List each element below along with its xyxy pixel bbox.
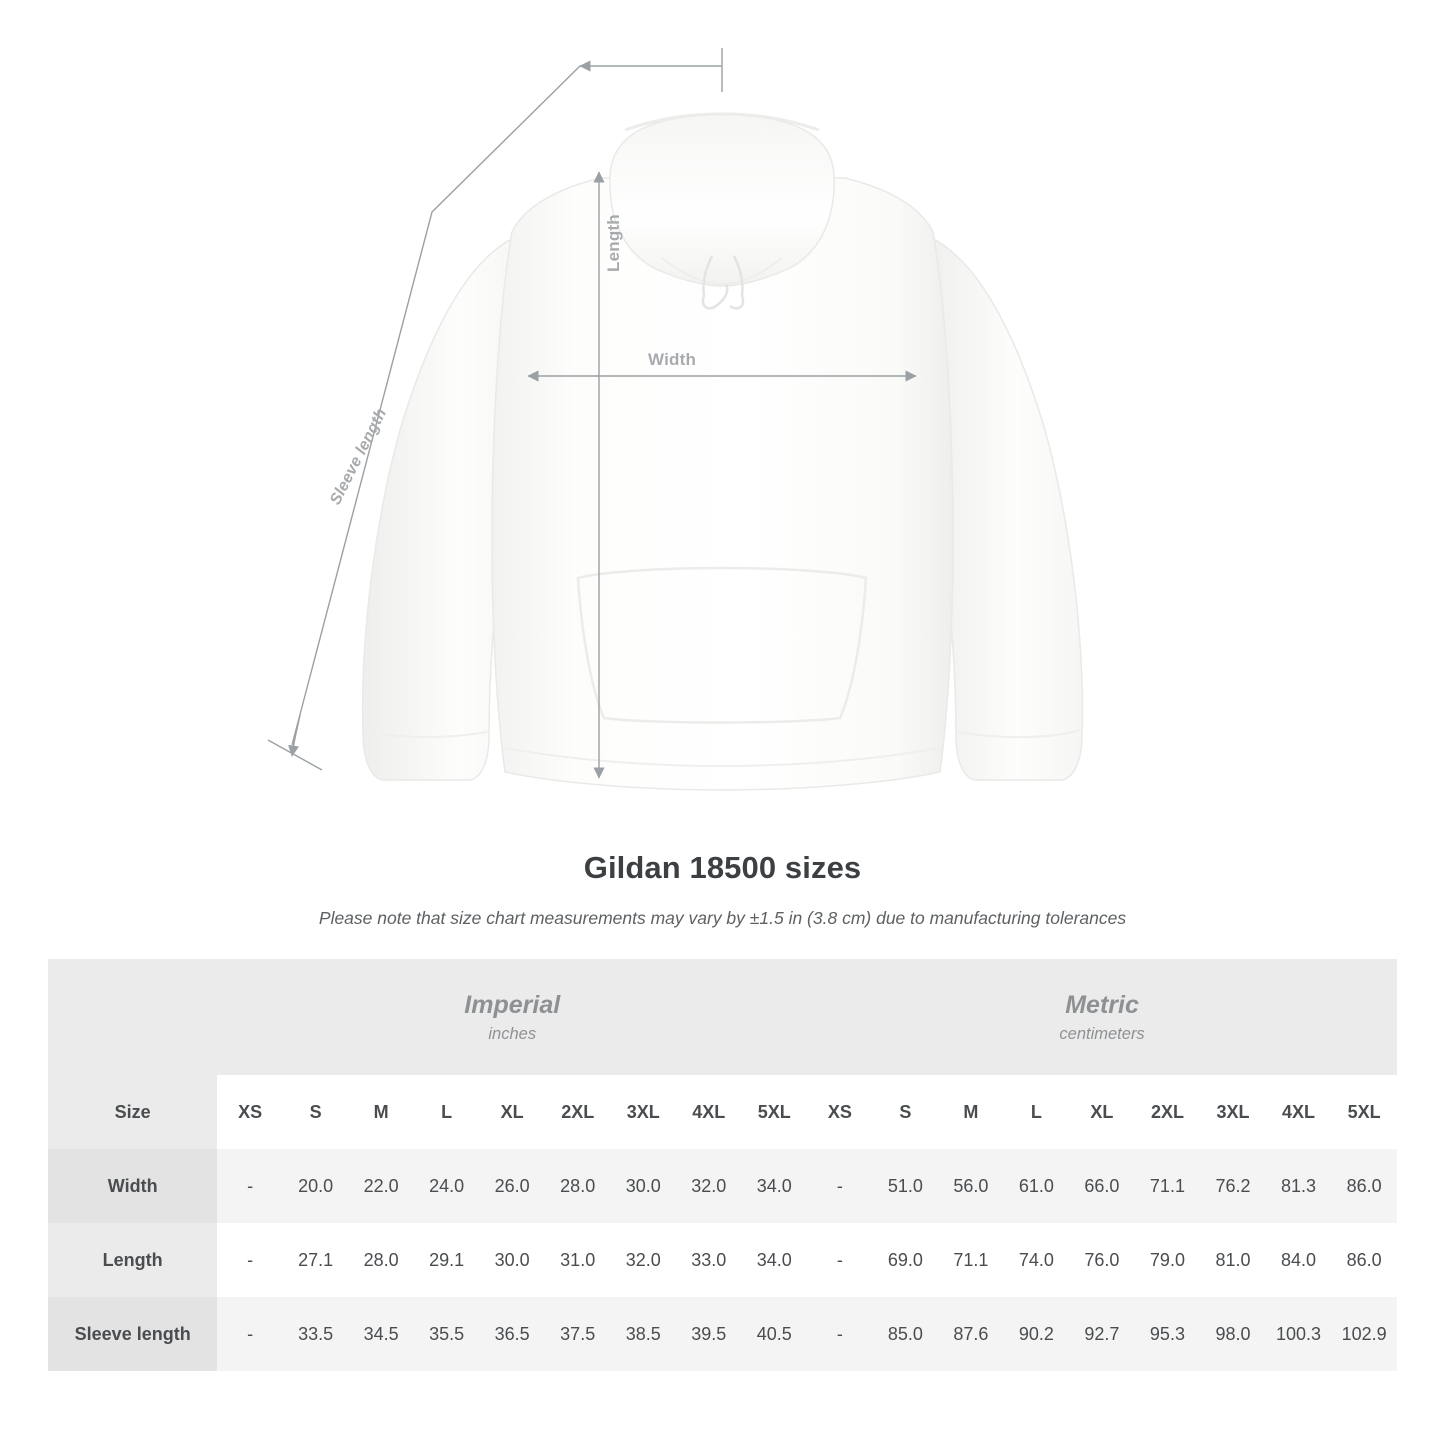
unit-header-imperial [217, 959, 807, 1075]
cell-length-metric: 69.0 [873, 1223, 939, 1297]
cell-sleeve-metric: 98.0 [1200, 1297, 1266, 1371]
cell-length-metric: 81.0 [1200, 1223, 1266, 1297]
cell-length-imperial: 27.1 [283, 1223, 349, 1297]
cell-width-imperial: 34.0 [741, 1149, 807, 1223]
cell-length-metric: 71.1 [938, 1223, 1004, 1297]
size-header-cell: M [348, 1075, 414, 1149]
size-header-cell: L [1004, 1075, 1070, 1149]
cell-sleeve-imperial: 35.5 [414, 1297, 480, 1371]
unit-name-metric: Metric [1065, 990, 1139, 1019]
title-block [0, 850, 1445, 929]
hoodie-shape [363, 114, 1083, 790]
size-header-cell: 4XL [676, 1075, 742, 1149]
width-dimension-label: Width [648, 350, 697, 369]
cell-sleeve-imperial: 34.5 [348, 1297, 414, 1371]
cell-sleeve-metric: 85.0 [873, 1297, 939, 1371]
cell-width-metric: 56.0 [938, 1149, 1004, 1223]
cell-sleeve-imperial: 36.5 [479, 1297, 545, 1371]
measurement-tolerance-note: Please note that size chart measurements may vary by ±1.5 in (3.8 cm) due to manufacturing tolerances [318, 908, 1127, 928]
size-header-cell: 2XL [1135, 1075, 1201, 1149]
cell-width-imperial: 30.0 [610, 1149, 676, 1223]
cell-length-imperial: 32.0 [610, 1223, 676, 1297]
size-table [48, 959, 1397, 1371]
cell-width-metric: 66.0 [1069, 1149, 1135, 1223]
cell-sleeve-imperial: 38.5 [610, 1297, 676, 1371]
size-header-cell: S [873, 1075, 939, 1149]
cell-sleeve-imperial: 37.5 [545, 1297, 611, 1371]
sleeve-length-dimension-label: Sleeve length [327, 405, 391, 508]
size-header-cell: 3XL [1200, 1075, 1266, 1149]
cell-width-metric: 81.3 [1266, 1149, 1332, 1223]
cell-width-metric: 76.2 [1200, 1149, 1266, 1223]
cell-sleeve-metric: 90.2 [1004, 1297, 1070, 1371]
cell-length-imperial: 31.0 [545, 1223, 611, 1297]
size-header-cell: XS [217, 1075, 283, 1149]
size-header-cell: S [283, 1075, 349, 1149]
size-header-cell: 5XL [1331, 1075, 1397, 1149]
unit-header-spacer [48, 959, 217, 1075]
cell-length-metric: 76.0 [1069, 1223, 1135, 1297]
row-header-size: Size [48, 1075, 217, 1149]
cell-length-metric: 86.0 [1331, 1223, 1397, 1297]
cell-sleeve-imperial: - [217, 1297, 283, 1371]
cell-width-imperial: 32.0 [676, 1149, 742, 1223]
cell-width-imperial: 28.0 [545, 1149, 611, 1223]
cell-sleeve-imperial: 39.5 [676, 1297, 742, 1371]
size-header-cell: XS [807, 1075, 873, 1149]
cell-sleeve-metric: 87.6 [938, 1297, 1004, 1371]
size-header-cell: XL [479, 1075, 545, 1149]
table-row [48, 1223, 1397, 1297]
size-table-wrapper [48, 959, 1397, 1371]
cell-length-imperial: - [217, 1223, 283, 1297]
cell-width-imperial: 22.0 [348, 1149, 414, 1223]
cell-sleeve-metric: 95.3 [1135, 1297, 1201, 1371]
cell-sleeve-metric: - [807, 1297, 873, 1371]
unit-sub-imperial: inches [488, 1025, 537, 1044]
cell-length-imperial: 30.0 [479, 1223, 545, 1297]
page-title: Gildan 18500 sizes [583, 850, 862, 885]
table-row [48, 1297, 1397, 1371]
cell-sleeve-imperial: 40.5 [741, 1297, 807, 1371]
cell-length-imperial: 33.0 [676, 1223, 742, 1297]
cell-length-imperial: 34.0 [741, 1223, 807, 1297]
cell-width-metric: 86.0 [1331, 1149, 1397, 1223]
cell-length-metric: 84.0 [1266, 1223, 1332, 1297]
table-row [48, 1149, 1397, 1223]
cell-length-imperial: 28.0 [348, 1223, 414, 1297]
unit-header-metric [807, 959, 1397, 1075]
row-header-sleeve-length: Sleeve length [48, 1297, 217, 1371]
size-header-cell: 4XL [1266, 1075, 1332, 1149]
cell-width-imperial: 20.0 [283, 1149, 349, 1223]
cell-width-metric: 61.0 [1004, 1149, 1070, 1223]
size-header-cell: M [938, 1075, 1004, 1149]
unit-sub-metric: centimeters [1059, 1025, 1145, 1044]
row-header-length: Length [48, 1223, 217, 1297]
cell-width-imperial: 26.0 [479, 1149, 545, 1223]
cell-width-imperial: 24.0 [414, 1149, 480, 1223]
size-header-cell: 2XL [545, 1075, 611, 1149]
unit-name-imperial: Imperial [464, 990, 561, 1019]
cell-sleeve-metric: 100.3 [1266, 1297, 1332, 1371]
cell-width-metric: 51.0 [873, 1149, 939, 1223]
cell-sleeve-imperial: 33.5 [283, 1297, 349, 1371]
cell-sleeve-metric: 92.7 [1069, 1297, 1135, 1371]
unit-header-row [48, 959, 1397, 1075]
cell-length-metric: 74.0 [1004, 1223, 1070, 1297]
cell-length-imperial: 29.1 [414, 1223, 480, 1297]
cell-width-imperial: - [217, 1149, 283, 1223]
cell-length-metric: 79.0 [1135, 1223, 1201, 1297]
size-header-cell: 3XL [610, 1075, 676, 1149]
size-header-row [48, 1075, 1397, 1149]
cell-length-metric: - [807, 1223, 873, 1297]
size-header-cell: XL [1069, 1075, 1135, 1149]
cell-sleeve-metric: 102.9 [1331, 1297, 1397, 1371]
row-header-width: Width [48, 1149, 217, 1223]
size-header-cell: 5XL [741, 1075, 807, 1149]
length-dimension-label: Length [604, 214, 623, 272]
cell-width-metric: 71.1 [1135, 1149, 1201, 1223]
size-header-cell: L [414, 1075, 480, 1149]
cell-width-metric: - [807, 1149, 873, 1223]
